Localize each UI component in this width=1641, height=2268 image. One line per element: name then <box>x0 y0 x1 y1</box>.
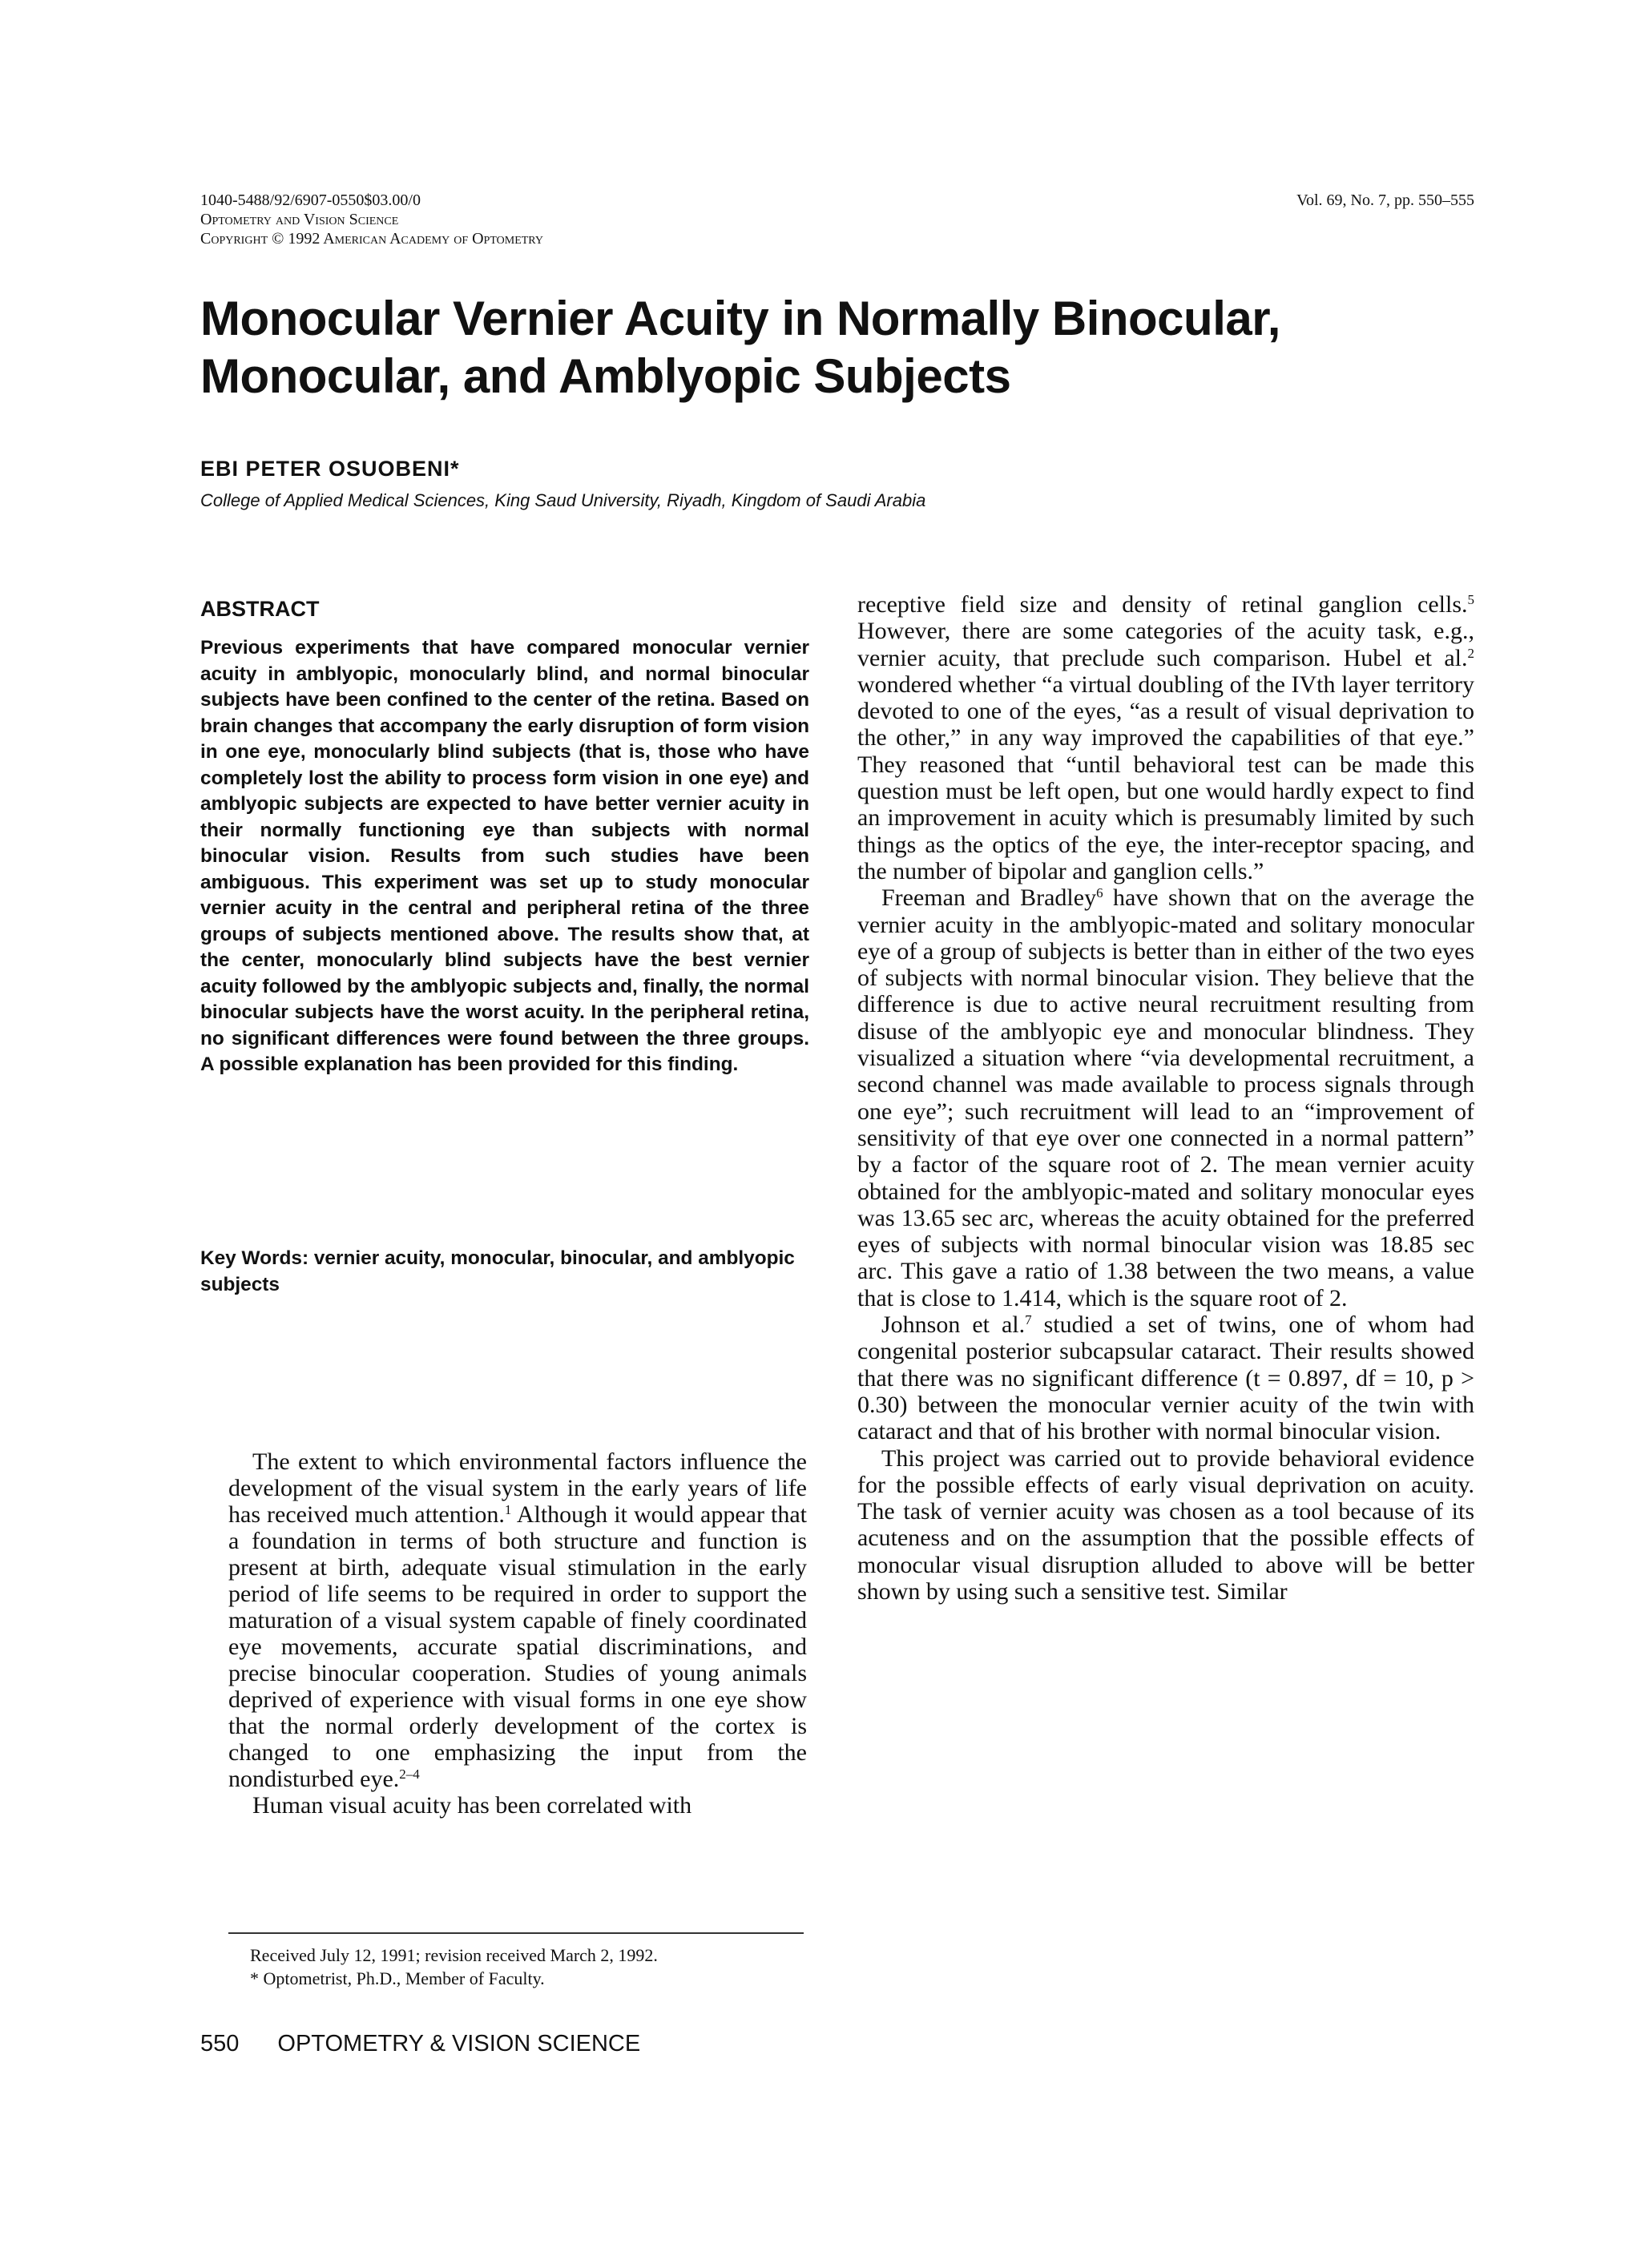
citation: 2–4 <box>399 1766 420 1782</box>
author-footnote: * Optometrist, Ph.D., Member of Faculty. <box>250 1968 545 1988</box>
page-number: 550 <box>200 2031 240 2057</box>
paragraph: Human visual acuity has been correlated with <box>252 1792 692 1819</box>
header-left <box>200 191 1474 248</box>
copyright-line: Copyright © 1992 American Academy of Optometry <box>200 230 543 248</box>
abstract-text: Previous experiments that have compared monocular vernier acuity in amblyopic, monocularly blind, and normal binocular subjects have been confined to the center of the retina. Based on brain changes that accompany the early disruption of form vision in one eye, monocularly blind subjects (that is, those who have completely lost the ability to process form vision in one eye) and amblyopic subjects are expected to have better vernier acuity in their normally functioning eye than subjects with normal binocular vision. Results from such studies have been ambiguous. This experiment was set up to study monocular vernier acuity in the central and peripheral retina of the three groups of subjects mentioned above. The results show that, at the center, monocularly blind subjects have the best vernier acuity followed by the amblyopic subjects and, finally, the normal binocular subjects have the worst acuity. In the peripheral retina, no significant differences were found between the three groups. A possible explanation has been provided for this finding. <box>200 637 809 1075</box>
citation: 7 <box>1025 1312 1032 1328</box>
paragraph: The extent to which environmental factors influence the development of the visual system in the early years of life has received much attention.$^1$ Although it would appear that a foundation in terms of both structure and function is present at birth, adequate visual stimulation in the early period of life seems to be required in order to support the maturation of a visual system capable of finely coordinated eye movements, accurate spatial discriminations, and precise binocular cooperation. Studies of young animals deprived of experience with visual forms in one eye show that the normal orderly development of the cortex is changed to one emphasizing the input from the nondisturbed eye.$^{2-4}$ <box>228 1448 807 1792</box>
journal-name: Optometry and Vision Science <box>200 211 399 228</box>
title-line-1: Monocular Vernier Acuity in Normally Binocular, <box>200 292 1280 345</box>
keywords: Key Words: vernier acuity, monocular, binocular, and amblyopic subjects <box>200 1247 795 1295</box>
paragraph: Johnson et al.$^7$ studied a set of twins, one of whom had congenital posterior subcapsular cataract. Their results showed that there was no significant difference (t = 0.897, df = 10, p > 0.30) between the monocular vernier acuity of the twin with cataract and that of his brother with normal binocular vision. <box>857 1311 1474 1445</box>
doc-code: 1040-5488/92/6907-0550$03.00/0 <box>200 191 421 209</box>
received-dates: Received July 12, 1991; revision received March 2, 1992. <box>250 1945 658 1965</box>
body-column-right <box>857 591 1474 1605</box>
paragraph: Freeman and Bradley$^6$ have shown that on the average the vernier acuity in the amblyopic-mated and solitary monocular eye of a group of subjects is better than in either of the two eyes of subjects with normal binocular vision. They believe that the difference is due to active neural recruitment resulting from disuse of the amblyopic eye and monocular blindness. They visualized a situation where “via developmental recruitment, a second channel was made available to process signals through one eye”; such recruitment will lead to an “improvement of sensitivity of that eye over one connected in a normal pattern” by a factor of the square root of 2. The mean vernier acuity obtained for the amblyopic-mated and solitary monocular eyes was 13.65 sec arc, whereas the acuity obtained for the preferred eyes of subjects with normal binocular vision was 18.85 sec arc. This gave a ratio of 1.38 between the two means, a value that is close to 1.414, which is the square root of 2. <box>857 884 1474 1311</box>
abstract-heading: ABSTRACT <box>200 597 320 621</box>
article-title <box>200 290 1522 405</box>
citation: 2 <box>1467 645 1474 661</box>
footnote-rule <box>228 1932 804 1934</box>
citation: 1 <box>504 1502 512 1517</box>
footnotes <box>250 1944 811 1990</box>
author-name: EBI PETER OSUOBENI* <box>200 457 460 481</box>
body-column-left <box>228 1448 807 1819</box>
volume-info: Vol. 69, No. 7, pp. 550–555 <box>1296 191 1474 209</box>
page-header <box>200 191 1474 248</box>
paragraph: This project was carried out to provide behavioral evidence for the possible effects of early visual deprivation on acuity. The task of vernier acuity was chosen as a tool because of its acuteness and on the assumption that the possible effects of monocular visual disruption alluded to above will be better shown by using such a sensitive test. Similar <box>857 1444 1474 1605</box>
affiliation: College of Applied Medical Sciences, King Saud University, Riyadh, Kingdom of Saudi Arabia <box>200 490 926 510</box>
footer-journal: OPTOMETRY & VISION SCIENCE <box>277 2031 641 2057</box>
citation: 6 <box>1096 885 1103 901</box>
paragraph: receptive field size and density of retinal ganglion cells.$^5$ However, there are some categories of the acuity task, e.g., vernier acuity, that preclude such comparison. Hubel et al.$^2$ wondered whether “a virtual doubling of the IVth layer territory devoted to one of the eyes, “as a result of visual deprivation to the other,” in any way improved the capabilities of that eye.” They reasoned that “until behavioral test can be made this question must be left open, but one would hardly expect to find an improvement in acuity which is presumably limited by such things as the optics of the eye, the inter-receptor spacing, and the number of bipolar and ganglion cells.” <box>857 591 1474 884</box>
title-line-2: Monocular, and Amblyopic Subjects <box>200 349 1011 403</box>
page-footer <box>200 2031 640 2057</box>
citation: 5 <box>1467 592 1474 607</box>
